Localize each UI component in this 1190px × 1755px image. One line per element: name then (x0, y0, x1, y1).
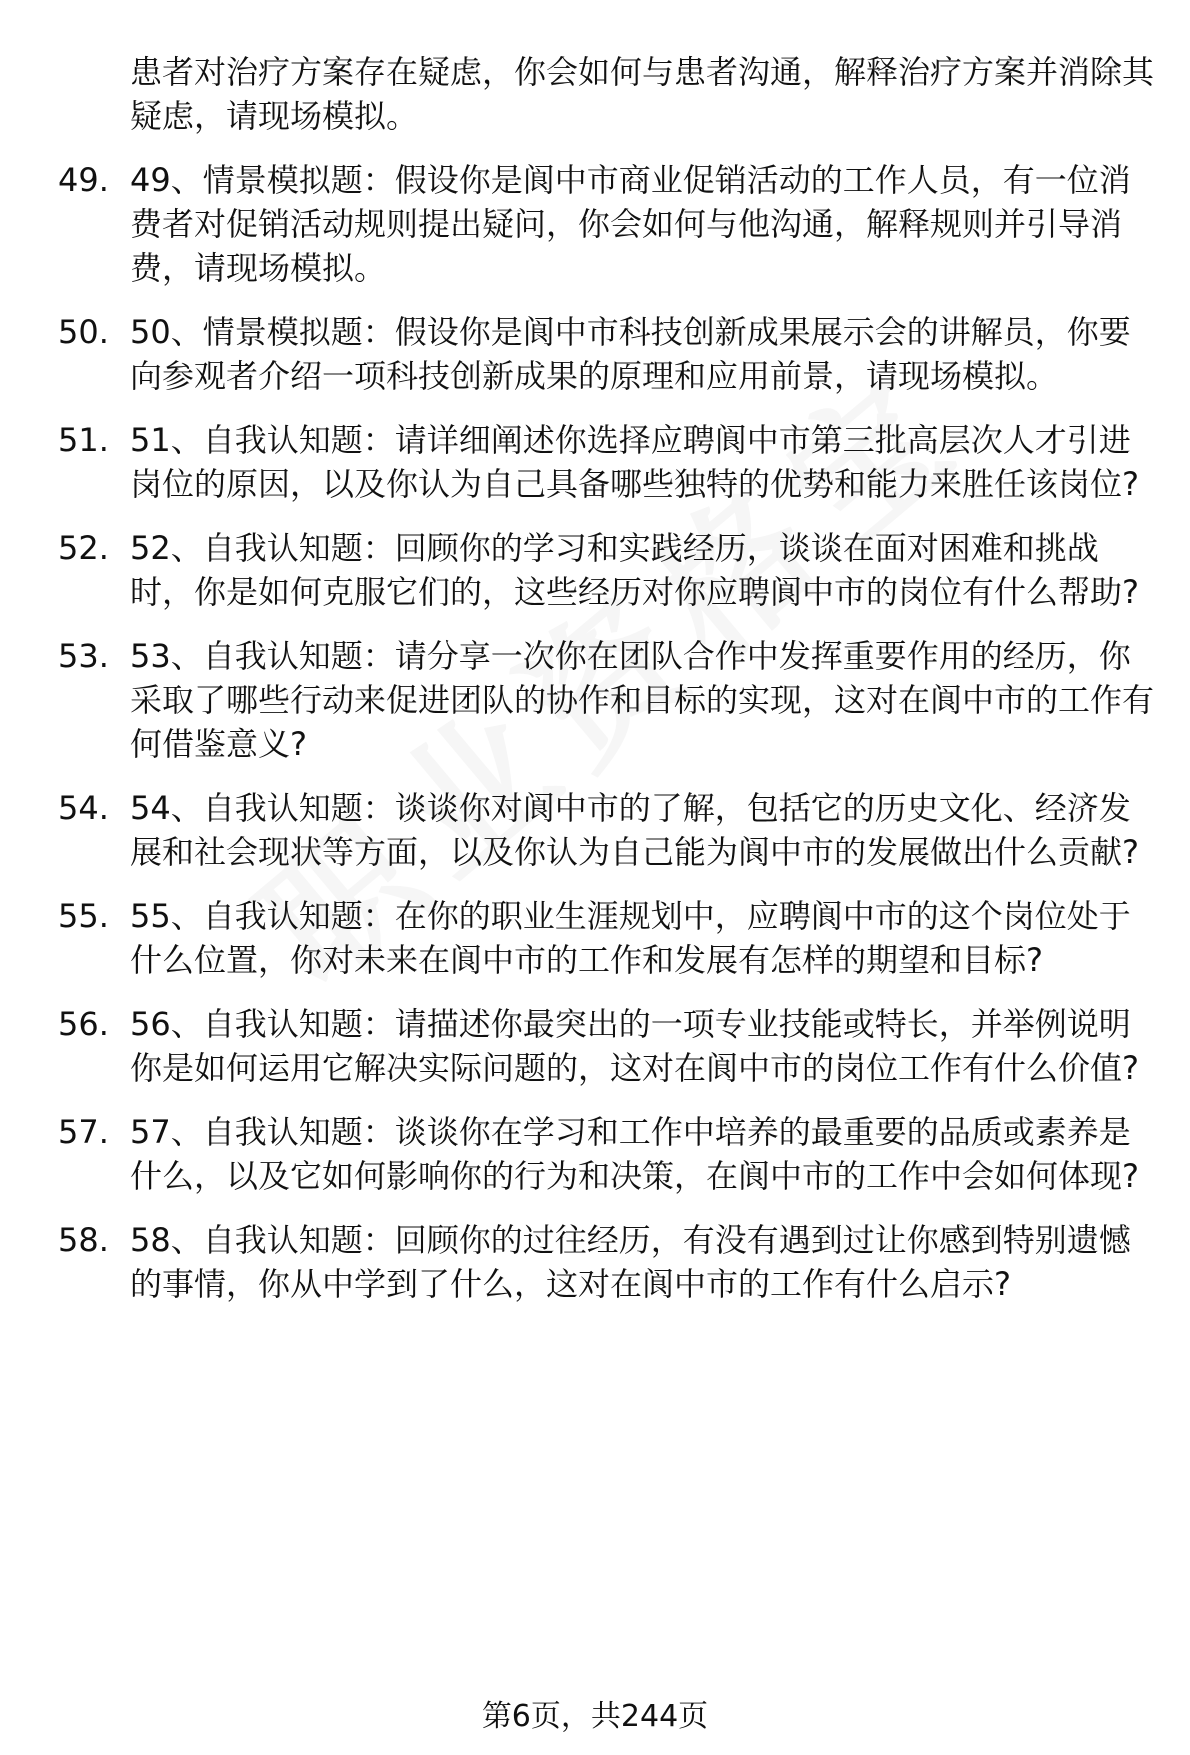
item-text: 54、自我认知题：谈谈你对阆中市的了解，包括它的历史文化、经济发展和社会现状等方面，以及你认为自己能为阆中市的发展做出什么贡献? (130, 789, 1139, 871)
item-text: 51、自我认知题：请详细阐述你选择应聘阆中市第三批高层次人才引进岗位的原因，以及你认为自己具备哪些独特的优势和能力来胜任该岗位? (130, 421, 1139, 503)
item-number: 53. (58, 637, 109, 675)
item-text: 49、情景模拟题：假设你是阆中市商业促销活动的工作人员，有一位消费者对促销活动规则提出疑问，你会如何与他沟通，解释规则并引导消费，请现场模拟。 (130, 161, 1131, 287)
continuation-text: 患者对治疗方案存在疑虑，你会如何与患者沟通，解释治疗方案并消除其疑虑，请现场模拟。 (130, 53, 1155, 135)
list-item (0, 894, 1190, 982)
item-text: 57、自我认知题：谈谈你在学习和工作中培养的最重要的品质或素养是什么，以及它如何影响你的行为和决策，在阆中市的工作中会如何体现? (130, 1113, 1139, 1195)
question-list (0, 50, 1190, 1306)
list-item (0, 418, 1190, 506)
item-text: 52、自我认知题：回顾你的学习和实践经历，谈谈在面对困难和挑战时，你是如何克服它们的，这些经历对你应聘阆中市的岗位有什么帮助? (130, 529, 1139, 611)
item-text: 53、自我认知题：请分享一次你在团队合作中发挥重要作用的经历，你采取了哪些行动来促进团队的协作和目标的实现，这对在阆中市的工作有何借鉴意义? (130, 637, 1155, 763)
item-number: 55. (58, 897, 109, 935)
page-number: 第6页，共244页 (481, 1699, 709, 1734)
list-item (0, 1218, 1190, 1306)
list-item (0, 786, 1190, 874)
item-text: 55、自我认知题：在你的职业生涯规划中，应聘阆中市的这个岗位处于什么位置，你对未来在阆中市的工作和发展有怎样的期望和目标? (130, 897, 1131, 979)
item-number: 51. (58, 421, 109, 459)
list-item (0, 1002, 1190, 1090)
item-number: 52. (58, 529, 109, 567)
list-item (0, 158, 1190, 290)
list-item (0, 310, 1190, 398)
item-text: 58、自我认知题：回顾你的过往经历，有没有遇到过让你感到特别遗憾的事情，你从中学到了什么，这对在阆中市的工作有什么启示? (130, 1221, 1131, 1303)
item-number: 56. (58, 1005, 109, 1043)
item-number: 54. (58, 789, 109, 827)
list-item (0, 634, 1190, 766)
list-item (0, 526, 1190, 614)
list-item (0, 1110, 1190, 1198)
item-number: 58. (58, 1221, 109, 1259)
item-number: 57. (58, 1113, 109, 1151)
item-text: 50、情景模拟题：假设你是阆中市科技创新成果展示会的讲解员，你要向参观者介绍一项科技创新成果的原理和应用前景，请现场模拟。 (130, 313, 1131, 395)
item-number: 50. (58, 313, 109, 351)
item-text: 56、自我认知题：请描述你最突出的一项专业技能或特长，并举例说明你是如何运用它解决实际问题的，这对在阆中市的岗位工作有什么价值? (130, 1005, 1139, 1087)
item-number: 49. (58, 161, 109, 199)
